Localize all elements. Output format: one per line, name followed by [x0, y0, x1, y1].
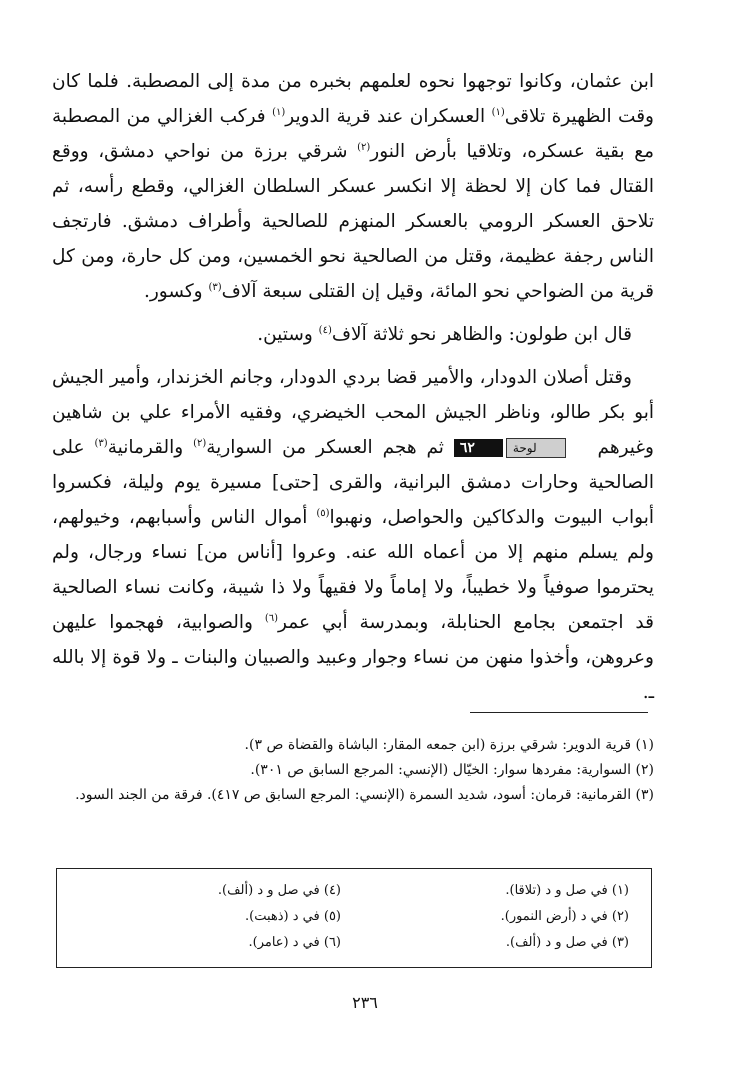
footnote-ref: (٣) [94, 437, 108, 449]
text-run: فركب الغزالي من المصطبة مع بقية عسكره، وتلاقيا بأرض النور [52, 106, 654, 162]
text-run: وقتل أصلان الدودار، والأمير قضا بردي الدودار، وجانم الخزندار، وأمير الجيش أبو بكر طالو، وناظر الجيش المحب الخيضري، وفقيه الأمراء علي بن شاهين وغيرهم [52, 367, 654, 458]
paragraph-3 [52, 360, 654, 710]
folio-number: ٦٢ [454, 439, 503, 457]
text-run: قال ابن طولون: والظاهر نحو ثلاثة آلاف [331, 324, 632, 345]
variant-reading: (٤) في صل و د (ألف). [217, 883, 341, 898]
paragraph-1 [52, 64, 654, 309]
footnote-ref: (٢) [357, 141, 371, 153]
footnote-ref: (٥) [316, 507, 330, 519]
main-text [52, 64, 654, 710]
page-number: ٢٣٦ [352, 993, 378, 1012]
text-run: شرقي برزة من نواحي دمشق، ووقع القتال فما كان إلا لحظة إلا انكسر عسكر السلطان الغزالي، وقطع رأسه، ثم تلاحق العسكر الرومي بالعسكر المنهزم للصالحية وأطراف دمشق. فارتجف الناس رجفة عظيمة، وقتل من الصالحية نحو الخمسين، ومن كل حارة، ومن كل قرية من الضواحي نحو المائة، وقيل إن القتلى سبعة آلاف [52, 141, 654, 302]
variant-reading: (٣) في صل و د (ألف). [505, 935, 629, 950]
footnote-ref: (٢) [193, 437, 207, 449]
footnotes [52, 733, 654, 808]
footnote-ref: (٦) [264, 612, 279, 624]
variant-reading: (٦) في د (عامر). [248, 935, 341, 950]
footnote-ref: (٣) [208, 281, 222, 293]
text-run: وكسور. [143, 281, 209, 302]
variant-readings-box [56, 868, 652, 968]
text-run: والصوابية، فهجموا عليهن وعروهن، وأخذوا منهن من نساء وجوار وعبيد والصبيان والبنات ـ ولا قوة إلا بالله ـ. [52, 612, 654, 703]
text-run: على الصالحية وحارات دمشق البرانية، والقرى [حتى] مسيرة يوم وليلة، فكسروا أبواب البيوت والدكاكين والحواصل، ونهبوا [52, 437, 655, 528]
text-run: ابن عثمان، وكانوا توجهوا نحوه لعلمهم بخبره من مدة إلى المصطبة. فلما كان وقت الظهيرة تلاقى [52, 71, 654, 127]
folio-label: لوحة [506, 438, 566, 458]
paragraph-2 [52, 317, 654, 352]
variant-reading: (٢) في د (أرض النمور). [500, 909, 629, 924]
manuscript-folio-marker [454, 438, 588, 458]
text-run: وستين. [257, 324, 319, 345]
footnote-3: (٣) القرمانية: قرمان: أسود، شديد السمرة (الإنسي: المرجع السابق ص ٤١٧). فرقة من الجند السود. [75, 787, 654, 803]
text-run: العسكران عند قرية الدوير [285, 106, 492, 127]
variant-reading: (٥) في د (ذهبت). [245, 909, 341, 924]
footnote-ref: (١) [491, 106, 505, 118]
footnote-ref: (١) [272, 106, 286, 118]
footnote-divider [470, 712, 648, 713]
variant-reading: (١) في صل و د (تلاقا). [505, 883, 629, 898]
footnote-1: (١) قرية الدوير: شرقي برزة (ابن جمعه المقار: الباشاة والقضاة ص ٣). [244, 737, 654, 753]
text-run: ثم هجم العسكر من السوارية [206, 437, 454, 458]
text-run: أموال الناس وأسبابهم، وخيولهم، ولم يسلم منهم إلا من أعماه الله عنه. وعروا [أناس من] نساء ورجال، ولم يحترموا صوفياً ولا خطيباً، ولا إماماً ولا فقيهاً ولا ذا شيبة، وكانت نساء الصالحية قد اجتمعن بجامع الحنابلة، وبمدرسة أبي عمر [52, 507, 654, 633]
footnote-2: (٢) السوارية: مفردها سوار: الخيّال (الإنسي: المرجع السابق ص ٣٠١). [250, 762, 654, 778]
text-run: والقرمانية [107, 437, 194, 458]
footnote-ref: (٤) [318, 324, 332, 336]
